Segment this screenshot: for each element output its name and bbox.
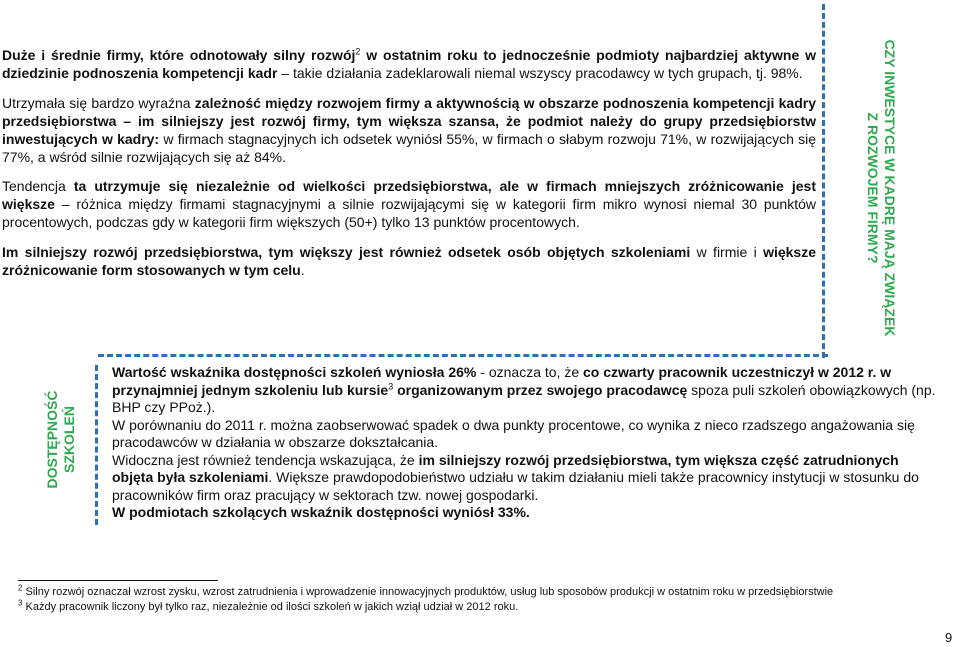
footnote-number: 2	[18, 583, 23, 593]
dashed-divider-vertical	[822, 4, 825, 358]
bold-text: co czwarty pracownik uczestniczył w 2012 r. w przynajmniej jednym szkoleniu lub kursie	[112, 364, 892, 398]
text: – takie działania zadeklarowali niemal wszyscy pracodawcy w tych grupach, tj. 98%.	[277, 65, 803, 81]
text: Widoczna jest również tendencja wskazująca, że	[112, 451, 419, 468]
bold-text: W podmiotach szkolących wskaźnik dostępności wyniósł 33%.	[112, 504, 530, 520]
paragraph-4	[112, 504, 942, 522]
text: Utrzymała się bardzo wyraźna	[2, 95, 195, 111]
paragraph-4	[2, 243, 816, 279]
bold-text: Duże i średnie firmy, które odnotowały silny rozwój	[2, 47, 356, 63]
text: - oznacza to, że	[476, 364, 583, 380]
heading-line-1: DOSTĘPNOŚĆ	[44, 390, 60, 489]
text: W porównaniu do 2011 r. można zaobserwować spadek o dwa punkty procentowe, co wynika z nieco rzadszego angażowania się pracodawców w działania w obszarze dokształcania.	[112, 416, 915, 450]
footnotes	[18, 585, 938, 615]
footnote-ref-2[interactable]: 2	[355, 46, 361, 57]
text: . Większe prawdopodobieństwo udziału w takim działaniu mieli także pracownicy instytucji w stosunku do pracowników firm oraz pracujący w sektorach tzw. nowej gospodarki.	[112, 469, 919, 503]
footnote-ref-3[interactable]: 3	[388, 380, 394, 391]
bold-text: Im silniejszy rozwój przedsiębiorstwa, tym większy jest również odsetek osób objętych szkoleniami	[2, 244, 691, 260]
footnote-text: Każdy pracownik liczony był tylko raz, niezależnie od ilości szkoleń w jakich wziął udział w 2012 roku.	[22, 601, 519, 613]
section-heading-investment	[848, 18, 898, 358]
text: w firmach stagnacyjnych ich odsetek wyniósł 55%, w firmach o słabym rozwoju 71%, w rozwijających się 77%, a wśród silnie rozwijających się aż 84%.	[2, 131, 816, 165]
footnote-3	[18, 600, 938, 615]
bold-text: większe zróżnicowanie form stosowanych w tym celu	[2, 244, 817, 278]
footnote-text: Silny rozwój oznaczał wzrost zysku, wzrost zatrudnienia i wprowadzenie innowacyjnych produktów, usług lub sposobów produkcji w ostatnim roku w przedsiębiorstwie	[22, 586, 834, 598]
section-heading-training-access	[44, 382, 84, 497]
training-access-text-block	[112, 364, 942, 522]
heading-line-2: SZKOLEŃ	[61, 406, 77, 473]
text: w firmie i	[690, 244, 764, 260]
page-number: 9	[945, 630, 953, 645]
text: Tendencja	[2, 178, 74, 194]
footnote-number: 3	[18, 598, 23, 608]
bold-text: zależność między rozwojem firmy a aktywnością w obszarze podnoszenia kompetencji kadry przedsiębiorstwa – im silniejszy jest rozwój firmy, tym większa szansa, że podmiot należy do grupy przedsiębiorstw inwestujących w kadry:	[2, 95, 817, 147]
paragraph-3	[112, 452, 942, 505]
bold-text: im silniejszy rozwój przedsiębiorstwa, tym większa część zatrudnionych objęta była szkoleniami	[112, 451, 899, 485]
main-text-block	[2, 46, 816, 289]
text: – różnica między firmami stagnacyjnymi a silnie rozwijającymi się w kategorii firm mikro wynosi niemal 30 punktów procentowych, podczas gdy w kategorii firm większych (50+) tylko 13 punktów procentowych.	[2, 196, 816, 230]
paragraph-1	[2, 46, 816, 82]
text: spoza puli szkoleń obowiązkowych (np. BHP czy PPoż.).	[112, 381, 936, 415]
bold-text: Wartość wskaźnika dostępności szkoleń wyniosła 26%	[112, 364, 477, 380]
dashed-divider-vertical-left	[95, 365, 98, 525]
bold-text: ta utrzymuje się niezależnie od wielkości przedsiębiorstwa, ale w firmach mniejszych zróżnicowanie jest większe	[2, 178, 816, 212]
paragraph-1	[112, 364, 942, 417]
paragraph-2	[2, 94, 816, 166]
paragraph-2	[112, 417, 942, 452]
heading-line-1: CZY INWESTYCE W KADRĘ MAJĄ ZWIĄZEK	[882, 39, 898, 337]
bold-text: organizowanym przez swojego pracodawcę	[393, 381, 688, 398]
footnote-2	[18, 585, 938, 600]
dashed-divider-horizontal	[98, 354, 828, 357]
paragraph-3	[2, 177, 816, 231]
heading-line-2: Z ROZWOJEM FIRMY?	[865, 112, 881, 264]
bold-text: w ostatnim roku to jednocześnie podmioty najbardziej aktywne w dziedzinie podnoszenia kompetencji kadr	[2, 47, 816, 81]
text: .	[300, 262, 305, 278]
footnote-separator	[18, 580, 218, 581]
